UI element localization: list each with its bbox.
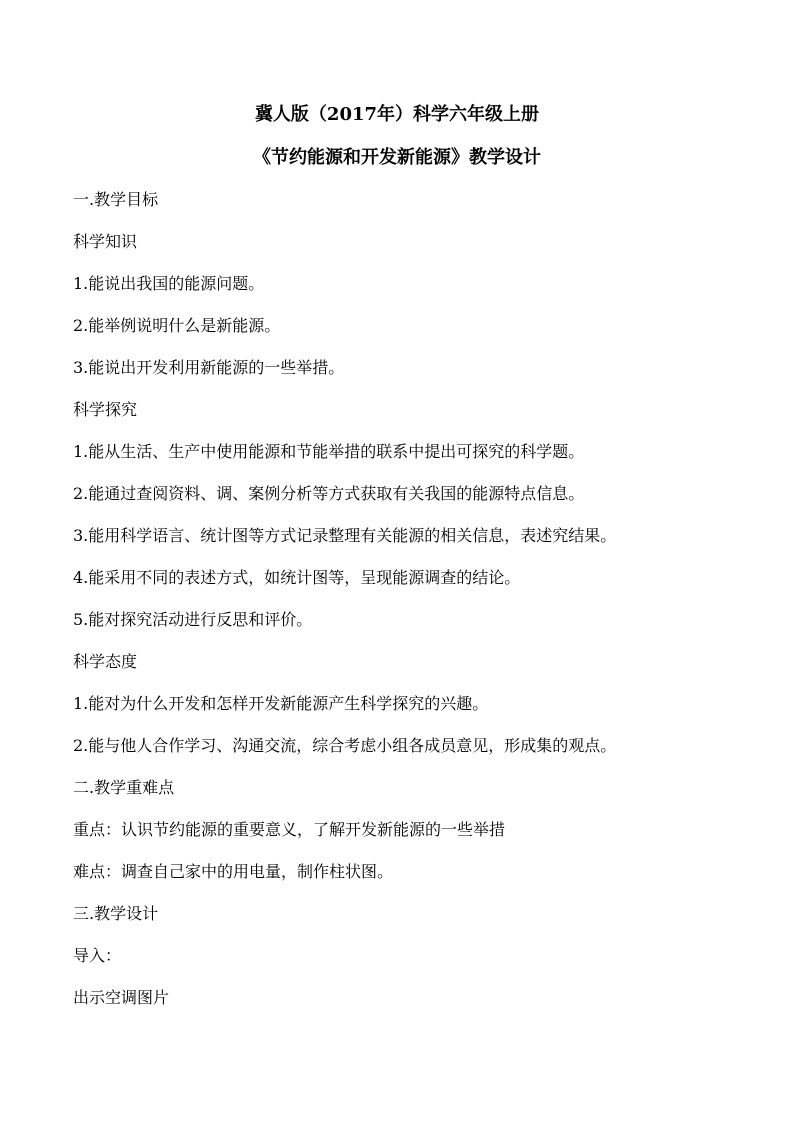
section-heading-objectives: 一.教学目标: [73, 190, 159, 209]
text-line: 1.能从生活、生产中使用能源和节能举措的联系中提出可探究的科学题。: [73, 442, 585, 461]
section-heading-design: 三.教学设计: [73, 904, 159, 923]
text-line: 2.能与他人合作学习、沟通交流，综合考虑小组各成员意见，形成集的观点。: [73, 736, 617, 755]
text-line: 难点：调查自己家中的用电量，制作柱状图。: [73, 862, 394, 881]
text-line: 1.能说出我国的能源问题。: [73, 274, 265, 293]
text-line: 3.能说出开发利用新能源的一些举措。: [73, 358, 345, 377]
text-line: 2.能通过查阅资料、调、案例分析等方式获取有关我国的能源特点信息。: [73, 484, 585, 503]
text-line: 导入：: [73, 946, 122, 965]
section-heading-key-points: 二.教学重难点: [73, 778, 175, 797]
text-line: 出示空调图片: [73, 988, 170, 1007]
subheading-inquiry: 科学探究: [73, 400, 138, 419]
text-line: 4.能采用不同的表述方式，如统计图等，呈现能源调查的结论。: [73, 568, 521, 587]
document-title: 冀人版（2017年）科学六年级上册: [254, 104, 540, 125]
text-line: 5.能对探究活动进行反思和评价。: [73, 610, 313, 629]
document-subtitle: 《节约能源和开发新能源》教学设计: [253, 147, 541, 168]
subheading-attitude: 科学态度: [73, 652, 138, 671]
text-line: 2.能举例说明什么是新能源。: [73, 316, 281, 335]
text-line: 1.能对为什么开发和怎样开发新能源产生科学探究的兴趣。: [73, 694, 489, 713]
subheading-knowledge: 科学知识: [73, 232, 138, 251]
text-line: 重点：认识节约能源的重要意义，了解开发新能源的一些举措: [73, 820, 506, 839]
text-line: 3.能用科学语言、统计图等方式记录整理有关能源的相关信息，表述究结果。: [73, 526, 617, 545]
